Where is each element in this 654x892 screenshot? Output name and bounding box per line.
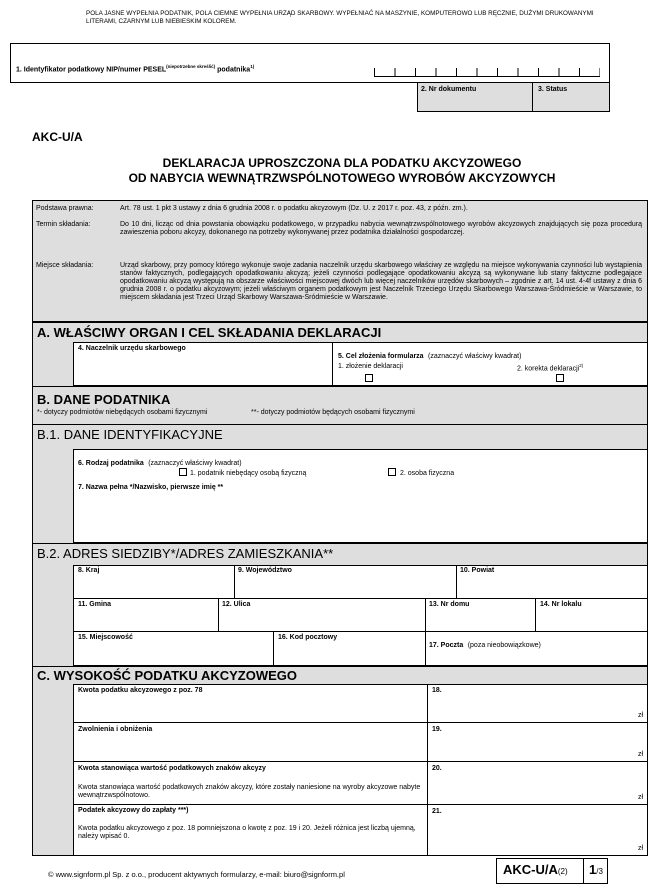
section-b1-title: B.1. DANE IDENTYFIKACYJNE (37, 427, 223, 442)
form-code: AKC-U/A (32, 130, 83, 144)
option-correction-label-wrap (517, 362, 583, 373)
footer-version: (2) (557, 867, 568, 876)
row-21-unit: zł (637, 845, 643, 852)
field-6-label-wrap (78, 452, 242, 470)
section-c-header (32, 666, 648, 684)
footer-page: 1 (589, 862, 597, 877)
field-5-label-wrap (338, 345, 521, 363)
title-line-2: OD NABYCIA WEWNĄTRZWSPÓLNOTOWEGO WYROBÓW AKCYZOWYCH (128, 171, 556, 185)
field-17-label: 17. Poczta (429, 642, 464, 649)
section-a-title: A. WŁAŚCIWY ORGAN I CEL SKŁADANIA DEKLARACJI (37, 325, 382, 340)
section-b2-header (32, 543, 648, 565)
basis-label: Podstawa prawna: (36, 205, 94, 212)
title-line-1: DEKLARACJA UPROSZCZONA DLA PODATKU AKCYZOWEGO (162, 156, 522, 170)
field-5-label: 5. Cel złożenia formularza (338, 353, 424, 360)
deadline-text: Do 10 dni, licząc od dnia powstania obowiązku podatkowego, w przypadku nabycia wewnątrzwspólnotowego wyrobów akcyzowych znajdujących się poza procedurą zawieszenia poboru akcyzy, dokonanego na potrzeby wykonywanej przez podatnika działalności gospodarczej. (120, 221, 642, 236)
row-18-label: Kwota podatku akcyzowego z poz. 78 (78, 687, 203, 694)
option-correction-label: 2. korekta deklaracji (517, 365, 580, 373)
row-20-label: Kwota stanowiąca wartość podatkowych znaków akcyzy (78, 765, 266, 772)
field-6-label: 6. Rodzaj podatnika (78, 460, 144, 467)
option-person-checkbox[interactable] (388, 468, 396, 476)
deadline-label: Termin składania: (36, 221, 91, 228)
nip-sup: (niepotrzebne skreślić) (166, 64, 216, 69)
footer-page-wrap (589, 862, 603, 877)
option-person-label: 2. osoba fizyczna (400, 470, 455, 477)
footer-code-wrap (503, 862, 568, 877)
top-note: POLA JASNE WYPEŁNIA PODATNIK, POLA CIEMNE WYPEŁNIA URZĄD SKARBOWY. WYPEŁNIAĆ NA MASZYNIE, KOMPUTEROWO LUB RĘCZNIE, DUŻYMI DRUKOWANYMI LITERAMI, CZARNYM LUB NIEBIESKIM KOLOREM. (86, 10, 594, 25)
field-12-label: 12. Ulica (222, 601, 251, 608)
option-correction-checkbox[interactable] (556, 374, 564, 382)
field-10-label: 10. Powiat (460, 567, 495, 574)
doc-number-label: 2. Nr dokumentu (421, 86, 477, 93)
row-21-desc: Kwota podatku akcyzowego z poz. 18 pomniejszona o kwotę z poz. 19 i 20. Jeżeli różnica jest liczbą ujemną, należy wpisać 0. (78, 825, 416, 840)
footer-copyright: © www.signform.pl Sp. z o.o., producent aktywnych formularzy, e-mail: biuro@signform.pl (48, 870, 345, 879)
field-11-label: 11. Gmina (78, 601, 112, 608)
row-18-unit: zł (637, 712, 643, 719)
row-20-unit: zł (637, 794, 643, 801)
row-19-label: Zwolnienia i obniżenia (78, 726, 153, 733)
field-6-note: (zaznaczyć właściwy kwadrat) (148, 460, 242, 467)
option-correction-sup: 2) (579, 363, 584, 368)
field-15-label: 15. Miejscowość (78, 634, 133, 641)
row-19-amount[interactable] (428, 723, 648, 762)
nip-label: 1. Identyfikator podatkowy NIP/numer PESEL (16, 66, 167, 74)
option-non-person-label: 1. podatnik niebędący osobą fizyczną (190, 470, 307, 477)
field-17-label-wrap (429, 634, 541, 652)
footer-pages: /3 (596, 867, 603, 876)
nip-suffix: podatnika (217, 66, 251, 74)
option-non-person-checkbox[interactable] (179, 468, 187, 476)
row-18-number: 18. (432, 687, 442, 694)
section-c-title: C. WYSOKOŚĆ PODATKU AKCYZOWEGO (37, 668, 297, 683)
field-5-note: (zaznaczyć właściwy kwadrat) (428, 353, 522, 360)
status-label: 3. Status (538, 86, 568, 93)
section-b-note-2: **- dotyczy podmiotów będących osobami fizycznymi (251, 409, 415, 416)
field-14-label: 14. Nr lokalu (540, 601, 582, 608)
row-20-amount[interactable] (428, 762, 648, 805)
section-b-header (32, 386, 648, 424)
field-13-label: 13. Nr domu (429, 601, 470, 608)
field-7-label: 7. Nazwa pełna */Nazwisko, pierwsze imię ** (78, 484, 224, 491)
row-21-label: Podatek akcyzowy do zapłaty ***) (78, 807, 189, 814)
row-18-amount[interactable] (428, 684, 648, 723)
nip-ticks (374, 68, 600, 76)
field-17-note: (poza nieobowiązkowe) (467, 642, 541, 649)
footer-page-divider (583, 858, 584, 884)
field-9-label: 9. Województwo (238, 567, 292, 574)
field-8-label: 8. Kraj (78, 567, 100, 574)
nip-sup2: 1) (250, 64, 255, 69)
section-b-note-1: *- dotyczy podmiotów niebędących osobami fizycznymi (37, 409, 208, 416)
field-16-label: 16. Kod pocztowy (278, 634, 338, 641)
footer-code: AKC-U/A (503, 862, 558, 877)
section-b-title: B. DANE PODATNIKA (37, 392, 171, 407)
row-20-desc: Kwota stanowiąca wartość podatkowych znaków akcyzy, które zostały naniesione na wyroby akcyzowe nabyte wewnątrzwspólnotowo. (78, 784, 421, 799)
option-submission-checkbox[interactable] (365, 374, 373, 382)
section-a-header (32, 322, 648, 342)
row-19-unit: zł (637, 751, 643, 758)
nip-label-wrap (16, 63, 254, 74)
place-text: Urząd skarbowy, przy pomocy którego wykonuje swoje zadania naczelnik urzędu skarbowego właściwy ze względu na miejsce wykonywania czynności lub wystąpienia stanów faktycznych, podlegających opodatkowaniu akcyzą; jeżeli czynności podlegające opodatkowaniu akcyzą są wykonywane lub stany faktyczne podlegające opodatkowaniu akcyzą występują na obszarze właściwości miejscowej dwóch lub więcej naczelników urzędów skarbowych – zgodnie z art. 14 ust. 4-4f ustawy z dnia 6 grudnia 2008 r. o podatku akcyzowym; jeżeli właściwym organem podatkowym jest Naczelnik Trzeciego Urzędu Skarbowego Warszawa-Śródmieście w Warszawie, to miejscem składania jest Trzeci Urząd Skarbowy Warszawa-Śródmieście w Warszawie. (120, 262, 642, 301)
legal-box (32, 200, 648, 322)
row-21-amount[interactable] (428, 805, 648, 856)
row-21-number: 21. (432, 808, 442, 815)
row-20-number: 20. (432, 765, 442, 772)
option-submission-label: 1. złożenie deklaracji (338, 363, 403, 370)
field-4-label: 4. Naczelnik urzędu skarbowego (78, 345, 186, 352)
basis-text: Art. 78 ust. 1 pkt 3 ustawy z dnia 6 grudnia 2008 r. o podatku akcyzowym (Dz. U. z 2017 r. poz. 43, z późn. zm.). (120, 205, 468, 212)
place-label: Miejsce składania: (36, 262, 94, 269)
section-b1-header (32, 424, 648, 449)
section-b2-title: B.2. ADRES SIEDZIBY*/ADRES ZAMIESZKANIA** (37, 546, 334, 561)
row-19-number: 19. (432, 726, 442, 733)
